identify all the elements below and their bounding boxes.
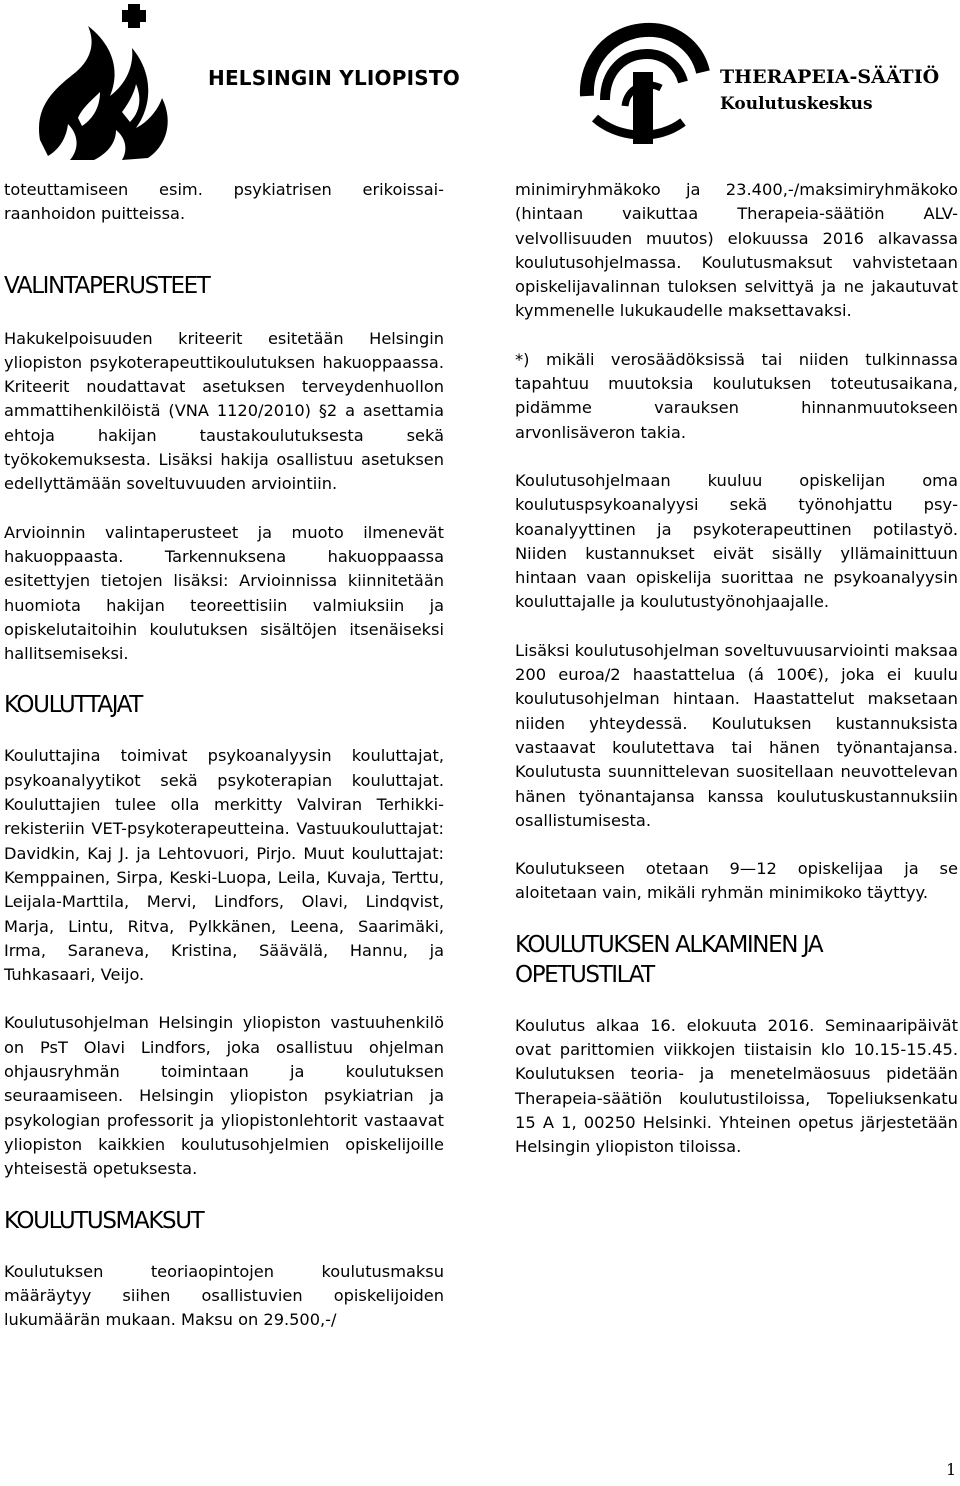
paragraph-training-analysis: Koulutusohjelmaan kuuluu opiskelijan oma koulutuspsykoanalyysi sekä työnohjattu psykoanalyyttinen ja psykoterapeuttinen potilastyö. Niiden kustannukset eivät sisälly yllämainittuun hintaan vaan opiskelija suorittaa ne psykoanalyysin kouluttajalle ja koulutustyönohjaajalle.: [515, 470, 958, 612]
paragraph-vat-note: *) mikäli verosäädöksissä tai niiden tulkinnassa tapahtuu muutoksia koulutuksen toteutusaikana, pidämme varauksen hinnanmuutokseen arvonlisäveron takia.: [515, 349, 958, 442]
heading-training-fees: KOULUTUSMAKSUT: [4, 1207, 204, 1234]
paragraph-fees: Koulutuksen teoriaopintojen koulutusmaksu määräytyy siihen osallistuvien opiskelijoiden lukumäärän mukaan. Maksu on 29.500,-/: [4, 1261, 444, 1330]
right-column: [515, 178, 958, 1184]
paragraph-fees-continuation: minimiryhmäkoko ja 23.400,-/maksimiryhmäkoko (hintaan vaikuttaa Therapeia-säätiön ALV-velvollisuuden muutos) elokuussa 2016 alkavassa koulutusohjelmassa. Koulutusmaksut vahvistetaan opiskelijavalinnan tuloksen selvittyä ja ne jakautuvat kymmenelle lukukaudelle maksettavaksi.: [515, 180, 958, 321]
paragraph-group-size: Koulutukseen otetaan 9—12 opiskelijaa ja se aloitetaan vain, mikäli ryhmän minimikoko täyttyy.: [515, 859, 958, 903]
paragraph-trainers: Kouluttajina toimivat psykoanalyysin kouluttajat, psykoanalyytikot sekä psykoterapian kouluttajat. Kouluttajien tulee olla merkitty Valviran Terhikki-rekisteriin VET-psykoterapeutteina. Vastuukouluttajat: Davidkin, Kaj J. ja Lehtovuori, Pirjo. Muut kouluttajat: Kemppainen, Sirpa, Keski-Luopa, Leila, Kuvaja, Terttu, Leijala-Marttila, Mervi, Lindfors, Olavi, Lindqvist, Marja, Lintu, Ritva, Pylkkänen, Leena, Saarimäki, Irma, Saraneva, Kristina, Säävälä, Hannu, ja Tuhkasaari, Veijo.: [4, 746, 444, 985]
paragraph-intro-continuation: toteuttamiseen esim. psykiatrisen erikoissairaanhoidon puitteissa.: [4, 180, 444, 224]
helsinki-university-logo-text: HELSINGIN YLIOPISTO: [208, 66, 460, 90]
helsinki-university-flame-logo: [30, 0, 205, 160]
paragraph-responsible-person: Koulutusohjelman Helsingin yliopiston vastuuhenkilö on PsT Olavi Lindfors, joka osallistuu ohjelman ohjausryhmän toimintaan ja koulutuksen seuraamiseen. Helsingin yliopiston psykiatrian ja psykologian professorit ja yliopistonlehtorit vastaavat yliopiston kaikkien koulutusohjelmien opiskelijoille yhteisestä opetuksesta.: [4, 1013, 444, 1179]
heading-trainers: KOULUTTAJAT: [4, 692, 142, 719]
paragraph-assessment: Arvioinnin valintaperusteet ja muoto ilmenevät hakuoppaasta. Tarkennuksena hakuoppaassa esitettyjen tietojen lisäksi: Arvioinnissa kiinnitetään huomiota hakijan teoreettisiin valmiuksiin ja opiskelutaitoihin koulutuksen sisältöjen itsenäiseksi hallitsemiseksi.: [4, 522, 444, 664]
page-number: 1: [946, 1460, 957, 1479]
therapeia-foundation-logo: [565, 10, 715, 160]
left-column: [4, 178, 444, 1356]
therapeia-foundation-name: THERAPEIA-SÄÄTIÖ: [720, 66, 940, 88]
therapeia-foundation-subtitle: Koulutuskeskus: [720, 94, 873, 114]
paragraph-start-details: Koulutus alkaa 16. elokuuta 2016. Seminaaripäivät ovat parittomien viikkojen tiistaisin klo 10.15-15.45. Koulutuksen teoria- ja menetelmäosuus pidetään Therapeia-säätiön koulutustiloissa, Topeliuksenkatu 15 A 1, 00250 Helsinki. Yhteinen opetus järjestetään Helsingin yliopiston tiloissa.: [515, 1015, 958, 1157]
paragraph-eligibility: Hakukelpoisuuden kriteerit esitetään Helsingin yliopiston psykoterapeuttikoulutuksen hakuoppaassa. Kriteerit noudattavat asetuksen terveydenhuollon ammattihenkilöistä (VNA 1120/2010) §2 a asettamia ehtoja hakijan taustakoulutuksesta sekä työkokemuksesta. Lisäksi hakija osallistuu asetuksen edellyttämään soveltuvuuden arviointiin.: [4, 328, 444, 494]
heading-start-and-facilities: KOULUTUKSEN ALKAMINEN JA OPETUSTILAT: [515, 931, 823, 988]
heading-selection-criteria: VALINTAPERUSTEET: [4, 272, 210, 299]
page-header: [0, 0, 960, 165]
paragraph-assessment-cost: Lisäksi koulutusohjelman soveltuvuusarviointi maksaa 200 euroa/2 haastattelua (á 100€), joka ei kuulu koulutusohjelman hintaan. Haastattelut maksetaan niiden yhteydessä. Koulutuksen kustannuksista vastaavat koulutettava tai hänen työnantajansa. Koulutusta suunnittelevan suositellaan neuvottelevan hänen työnantajansa kanssa koulutuskustannuksiin osallistumisesta.: [515, 640, 958, 830]
